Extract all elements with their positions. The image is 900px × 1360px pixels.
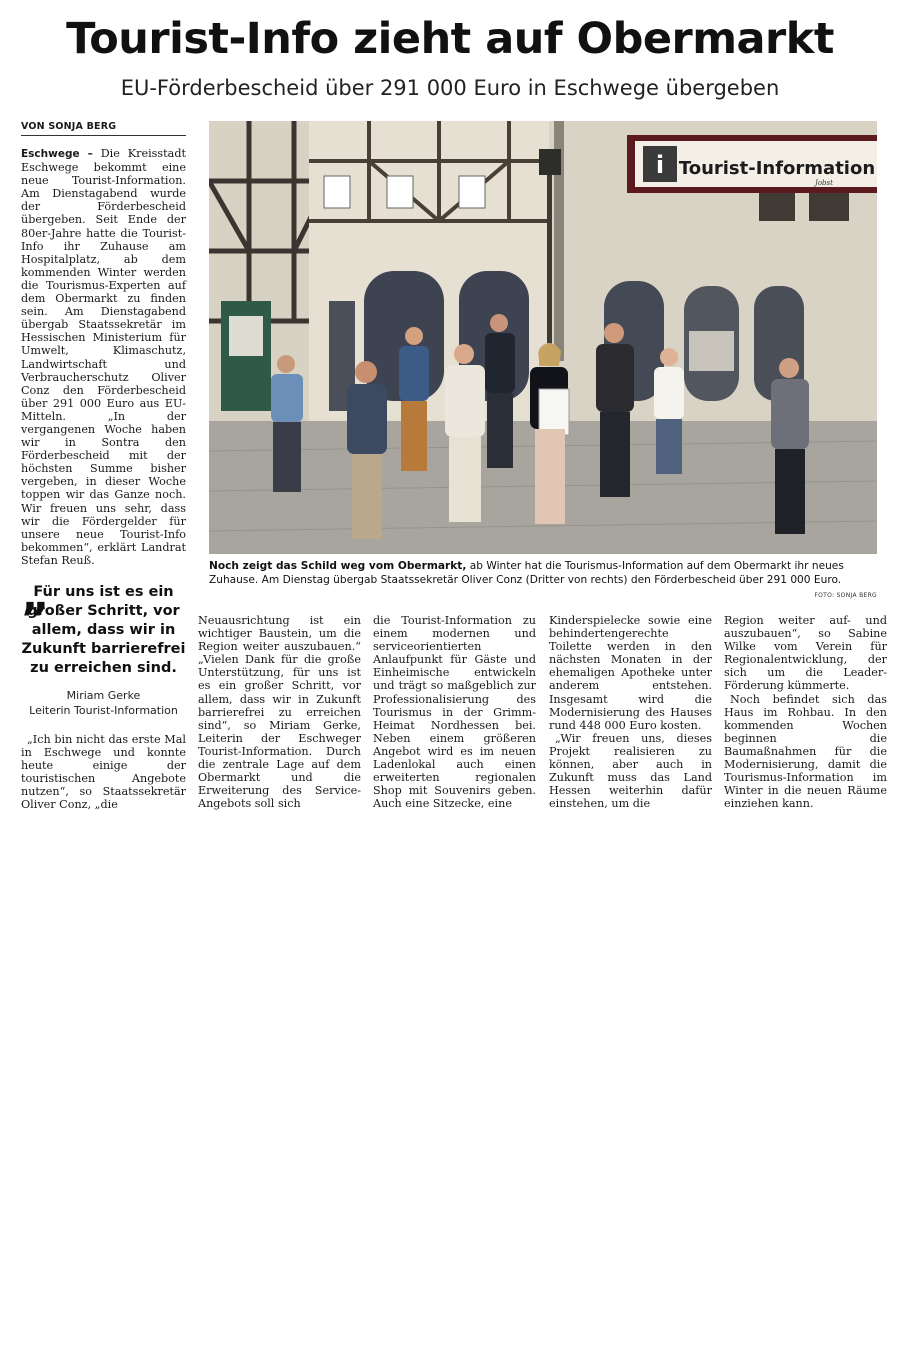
info-sign-symbol: i: [655, 151, 665, 179]
photo-caption: [209, 559, 877, 587]
intro-text: Die Kreisstadt Eschwege bekommt eine neue Tourist-Information. Am Dienstagabend wurde der Förderbescheid übergeben. Seit Ende der 80er-Jahre hatte die Tourist-Info ihr Zuhause am Hospitalplatz, ab dem kommenden Winter werden die Tourismus-Experten auf dem Obermarkt zu finden sein. Am Dienstagabend übergab Staatssekretär im Hessischen Ministerium für Umwelt, Klimaschutz, Landwirtschaft und Verbraucherschutz Oliver Conz den Förderbescheid über 291 000 Euro aus EU-Mitteln. „In der vergangenen Woche haben wir in Sontra den Förderbescheid mit der höchsten Summe bisher vergeben, in dieser Woche toppen wir das Ganze noch. Wir freuen uns sehr, dass wir die Fördergelder für unsere neue Tourist-Info bekommen“, erklärt Landrat Stefan Reuß.: [21, 147, 186, 567]
article-headline: Tourist-Info zieht auf Obermarkt: [66, 14, 834, 64]
caption-lead: Noch zeigt das Schild weg vom Obermarkt,: [209, 560, 467, 572]
body-column-4: [549, 614, 712, 810]
body-paragraph: „Ich bin nicht das erste Mal in Eschwege und konnte heute einige der touristischen Angebote nutzen“, so Staatssekretär Oliver Conz, „die: [21, 733, 186, 812]
article-subheadline: EU-Förderbescheid über 291 000 Euro in Eschwege übergeben: [120, 76, 780, 100]
body-paragraph: Noch befindet sich das Haus im Rohbau. In den kommenden Wochen beginnen die Baumaßnahmen für die Modernisierung, damit die Tourismus-Information im Winter in die neuen Räume einziehen kann.: [724, 692, 887, 811]
intro-column: [21, 147, 186, 567]
body-paragraph: Region weiter auf- und auszubauen“, so Sabine Wilke vom Verein für Regionalentwicklung, der sich um die Leader-Förderung kümmerte.: [724, 614, 887, 693]
pull-quote: [21, 583, 186, 678]
body-column-3: [373, 614, 536, 810]
dateline: Eschwege –: [21, 148, 93, 160]
article-photo: [209, 121, 877, 554]
body-column-1: [21, 733, 186, 812]
quote-author-role: Leiterin Tourist-Information: [29, 704, 178, 717]
body-paragraph: die Tourist-Information zu einem modernen und serviceorientierten Anlaufpunkt für Gäste und Einheimische entwickeln und trägt so maßgeblich zur Professionalisierung des Tourismus in der Grimm-Heimat Nordhessen bei. Neben einem größeren Angebot wird es im neuen Ladenlokal auch einen erweiterten regionalen Shop mit Souvenirs geben. Auch eine Sitzecke, eine: [373, 614, 536, 811]
body-column-5: [724, 614, 887, 810]
body-paragraph: Kinderspielecke sowie eine behindertengerechte Toilette werden in den nächsten Monaten in der ehemaligen Apotheke unter anderem entstehen. Insgesamt wird die Modernisierung des Hauses rund 448 000 Euro kosten.: [549, 614, 712, 732]
sign-small-text: Jobst: [815, 179, 833, 187]
quote-attribution: [21, 688, 186, 718]
caption-text: ab Winter hat die Tourismus-Information auf dem Obermarkt ihr neues Zuhause. Am Dienstag übergab Staatssekretär Oliver Conz (Dritter von rechts) den Förderbescheid über 291 000 Euro.: [209, 560, 844, 586]
pull-quote-text: Für uns ist es ein großer Schritt, vor allem, dass wir in Zukunft barrierefrei zu erreichen sind.: [21, 584, 186, 676]
quote-author-name: Miriam Gerke: [66, 689, 141, 702]
body-paragraph: „Wir freuen uns, dieses Projekt realisieren zu können, aber auch in Zukunft muss das Land Hessen weiterhin dafür einstehen, um die: [549, 731, 712, 811]
info-sign-text: Tourist-Information: [678, 158, 876, 179]
body-paragraph: Neuausrichtung ist ein wichtiger Baustein, um die Region weiter auszubauen.“ „Vielen Dank für die große Unterstützung, für uns ist es ein großer Schritt, vor allem, dass wir in Zukunft barrierefrei zu erreichen sind“, so Miriam Gerke, Leiterin der Eschweger Tourist-Information. Durch die zentrale Lage auf dem Obermarkt und die Erweiterung des Service-Angebots soll sich: [198, 614, 361, 811]
body-column-2: [198, 614, 361, 810]
quote-mark: „: [21, 570, 50, 621]
photo-credit: FOTO: SONJA BERG: [814, 592, 877, 599]
byline: VON SONJA BERG: [21, 121, 186, 136]
